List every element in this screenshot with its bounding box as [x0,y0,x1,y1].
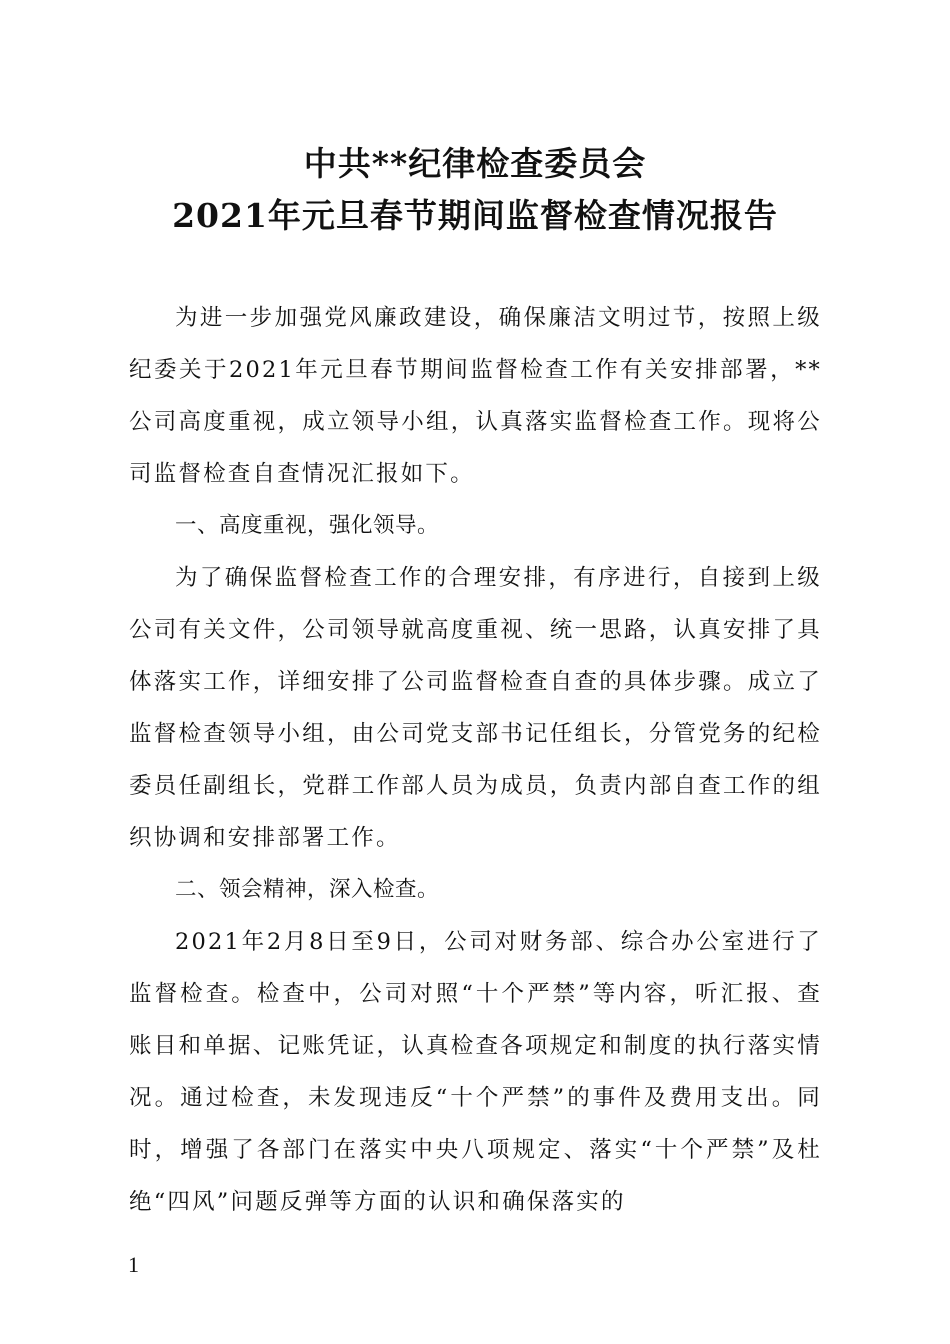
page-number: 1 [128,1252,139,1277]
intro-paragraph: 为进一步加强党风廉政建设，确保廉洁文明过节，按照上级纪委关于2021年元旦春节期间监督检查工作有关安排部署，**公司高度重视，成立领导小组，认真落实监督检查工作。现将公司监督检查自查情况汇报如下。 [129,305,822,487]
section-heading-2: 二、领会精神，深入检查。 [175,877,440,902]
document-body [129,292,822,1228]
section-heading-1: 一、高度重视，强化领导。 [175,513,440,538]
document-title-line-2: 2021年元旦春节期间监督检查情况报告 [172,196,778,235]
section-2-paragraph: 2021年2月8日至9日，公司对财务部、综合办公室进行了监督检查。检查中，公司对照“十个严禁”等内容，听汇报、查账目和单据、记账凭证，认真检查各项规定和制度的执行落实情况。通过检查，未发现违反“十个严禁”的事件及费用支出。同时，增强了各部门在落实中央八项规定、落实“十个严禁”及杜绝“四风”问题反弹等方面的认识和确保落实的 [129,929,822,1215]
section-1-paragraph: 为了确保监督检查工作的合理安排，有序进行，自接到上级公司有关文件，公司领导就高度重视、统一思路，认真安排了具体落实工作，详细安排了公司监督检查自查的具体步骤。成立了监督检查领导小组，由公司党支部书记任组长，分管党务的纪检委员任副组长，党群工作部人员为成员，负责内部自查工作的组织协调和安排部署工作。 [129,565,822,851]
document-title-line-1: 中共**纪律检查委员会 [303,144,647,183]
